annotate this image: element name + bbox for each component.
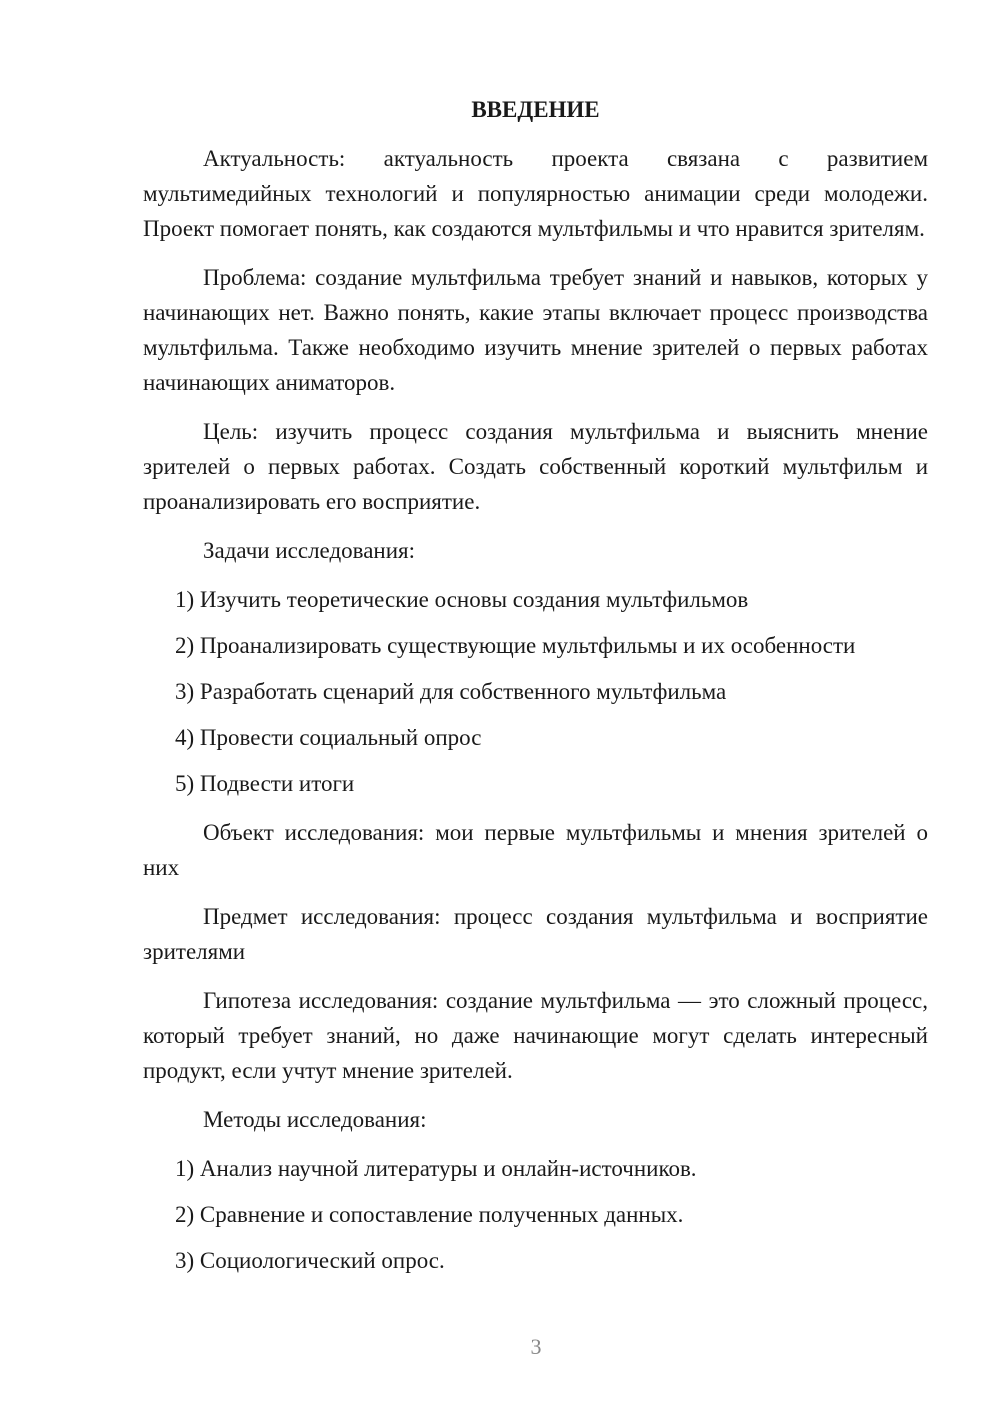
- tasks-label: Задачи исследования:: [203, 538, 416, 563]
- list-item: 1) Анализ научной литературы и онлайн-источников.: [175, 1156, 697, 1181]
- page-title: ВВЕДЕНИЕ: [471, 97, 600, 122]
- list-item: 3) Разработать сценарий для собственного мультфильма: [175, 679, 727, 704]
- hypothesis-paragraph: Гипотеза исследования: создание мультфильма — это сложный процесс, который требует знаний, но даже начинающие могут сделать интересный продукт, если учтут мнение зрителей.: [143, 988, 928, 1083]
- subject-paragraph: Предмет исследования: процесс создания мультфильма и восприятие зрителями: [143, 904, 928, 964]
- tasks-list: [143, 582, 928, 801]
- goal-paragraph: Цель: изучить процесс создания мультфильма и выяснить мнение зрителей о первых работах. Создать собственный короткий мультфильм и проанализировать его восприятие.: [143, 419, 928, 514]
- page-number: 3: [530, 1334, 542, 1359]
- list-item: 3) Социологический опрос.: [175, 1248, 445, 1273]
- actuality-paragraph: Актуальность: актуальность проекта связана с развитием мультимедийных технологий и популярностью анимации среди молодежи. Проект помогает понять, как создаются мультфильмы и что нравится зрителям.: [143, 146, 928, 241]
- problem-paragraph: Проблема: создание мультфильма требует знаний и навыков, которых у начинающих нет. Важно понять, какие этапы включает процесс производства мультфильма. Также необходимо изучить мнение зрителей о первых работах начинающих аниматоров.: [143, 265, 928, 395]
- document-page: [143, 95, 928, 1292]
- methods-label: Методы исследования:: [203, 1107, 427, 1132]
- list-item: 4) Провести социальный опрос: [175, 725, 482, 750]
- list-item: 5) Подвести итоги: [175, 771, 355, 796]
- object-paragraph: Объект исследования: мои первые мультфильмы и мнения зрителей о них: [143, 820, 928, 880]
- list-item: 2) Проанализировать существующие мультфильмы и их особенности: [175, 633, 856, 658]
- methods-list: [143, 1151, 928, 1278]
- list-item: 2) Сравнение и сопоставление полученных данных.: [175, 1202, 684, 1227]
- list-item: 1) Изучить теоретические основы создания мультфильмов: [175, 587, 749, 612]
